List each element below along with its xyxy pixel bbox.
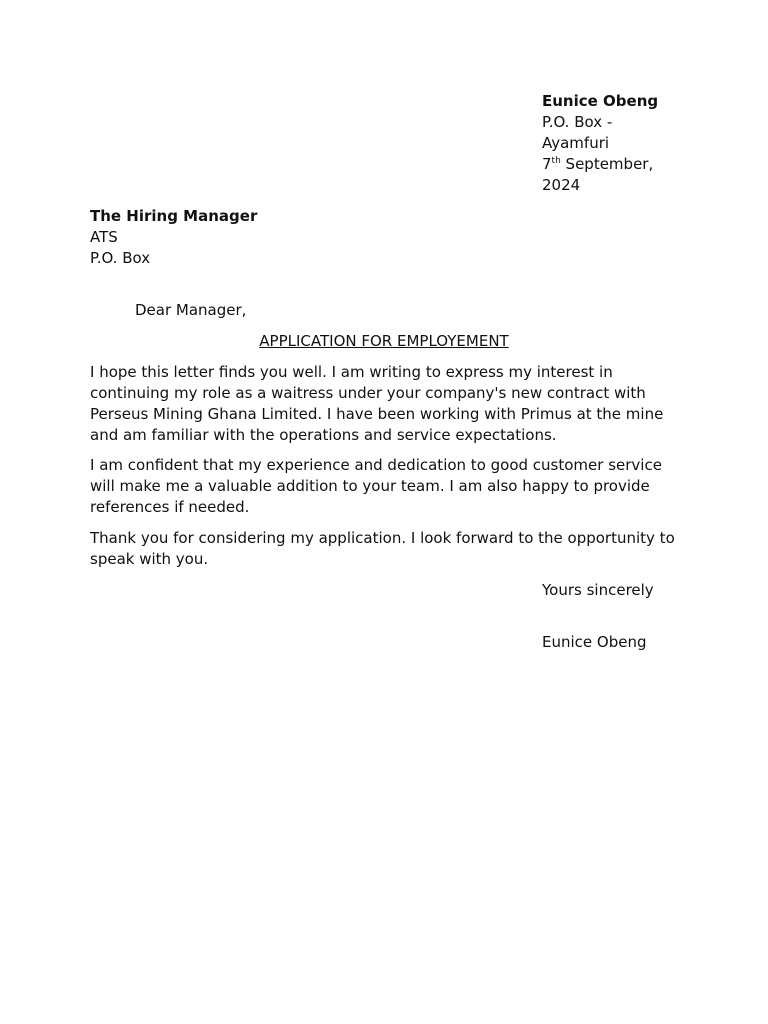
sender-address-line2: Ayamfuri <box>542 134 610 152</box>
date-year: 2024 <box>542 176 581 194</box>
paragraph-line: and am familiar with the operations and service expectations. <box>90 426 557 444</box>
date-ordinal-suffix: th <box>551 156 561 166</box>
paragraph-line: Thank you for considering my application. I look forward to the opportunity to <box>90 529 675 547</box>
paragraph-line: I hope this letter finds you well. I am writing to express my interest in <box>90 363 613 381</box>
sender-address-line1: P.O. Box - <box>542 113 613 131</box>
recipient-address: P.O. Box <box>90 249 151 267</box>
date-day: 7 <box>542 155 552 173</box>
date-month: September, <box>560 155 654 173</box>
paragraph-line: speak with you. <box>90 550 209 568</box>
paragraph-line: will make me a valuable addition to your team. I am also happy to provide <box>90 477 650 495</box>
signature-name: Eunice Obeng <box>542 633 647 651</box>
paragraph-line: references if needed. <box>90 498 250 516</box>
body-paragraph-1 <box>90 362 690 446</box>
closing-phrase: Yours sincerely <box>542 581 654 599</box>
recipient-company: ATS <box>90 228 118 246</box>
paragraph-line: Perseus Mining Ghana Limited. I have been working with Primus at the mine <box>90 405 664 423</box>
paragraph-line: I am confident that my experience and dedication to good customer service <box>90 456 662 474</box>
recipient-block <box>90 206 390 269</box>
sender-block <box>542 91 742 196</box>
body-paragraph-2 <box>90 455 690 518</box>
letter-date <box>542 154 742 175</box>
paragraph-line: continuing my role as a waitress under your company's new contract with <box>90 384 646 402</box>
salutation: Dear Manager, <box>135 301 247 319</box>
sender-name: Eunice Obeng <box>542 92 659 110</box>
subject-heading: APPLICATION FOR EMPLOYEMENT <box>259 332 509 350</box>
recipient-title: The Hiring Manager <box>90 207 258 225</box>
body-paragraph-3 <box>90 528 690 570</box>
